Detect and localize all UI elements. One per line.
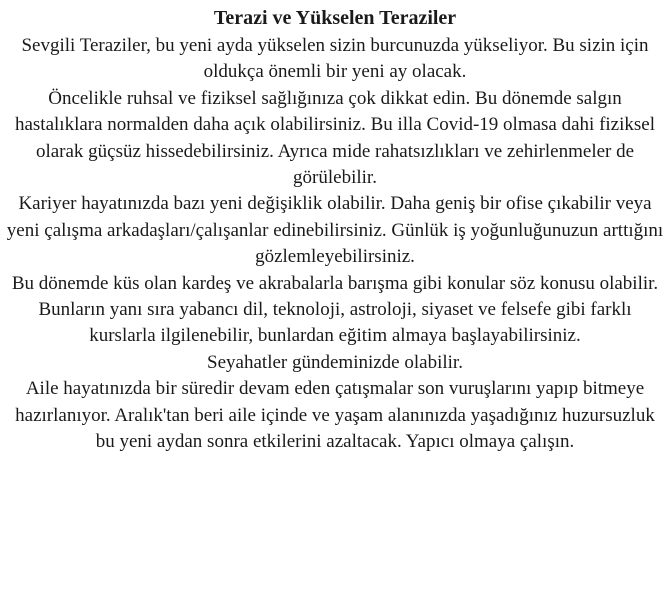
paragraph-health: Öncelikle ruhsal ve fiziksel sağlığınıza çok dikkat edin. Bu dönemde salgın hastalıklara normalden daha açık olabilirsiniz. Bu illa Covid-19 olmasa dahi fiziksel olarak güçsüz hissedebilirsiniz. Ayrıca mide rahatsızlıkları ve zehirlenmeler de görülebilir. — [14, 87, 656, 189]
paragraph-travel: Seyahatler gündeminizde olabilir. — [207, 351, 463, 373]
paragraph-family: Aile hayatınızda bir süredir devam eden çatışmalar son vuruşlarını yapıp bitmeye hazırlanıyor. Aralık'tan beri aile içinde ve yaşam alanınızda yaşadığınız huzursuzluk bu yeni aydan sonra etkilerini azaltacak. Yapıcı olmaya çalışın. — [15, 378, 655, 453]
document-title: Terazi ve Yükselen Teraziler — [213, 7, 457, 29]
paragraph-relatives: Bu dönemde küs olan kardeş ve akrabalarla barışma gibi konular söz konusu olabilir. Bunların yanı sıra yabancı dil, teknoloji, astroloji, siyaset ve felsefe gibi farklı kurslarla ilgilenebilir, bunlardan eğitim almaya başlayabilirsiniz. — [11, 272, 659, 347]
paragraph-career: Kariyer hayatınızda bazı yeni değişiklik olabilir. Daha geniş bir ofise çıkabilir veya yeni çalışma arkadaşları/çalışanlar edinebilirsiniz. Günlük iş yoğunluğunuzun arttığını gözlemleyebilirsiniz. — [6, 193, 664, 268]
paragraph-intro: Sevgili Teraziler, bu yeni ayda yükselen sizin burcunuzda yükseliyor. Bu sizin için oldukça önemli bir yeni ay olacak. — [21, 35, 649, 83]
